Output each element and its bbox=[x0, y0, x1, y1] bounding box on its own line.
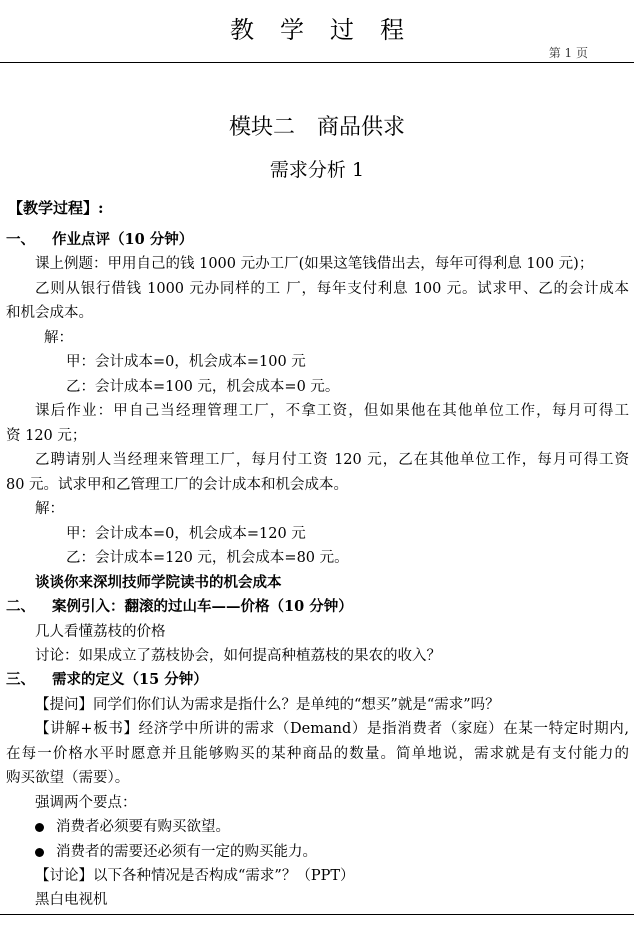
bullet-item bbox=[35, 840, 317, 865]
bullet-item bbox=[35, 815, 230, 840]
section-3-title: 需求的定义（15 分钟） bbox=[52, 671, 208, 688]
discussion-prompt: 【讨论】以下各种情况是否构成“需求”？（PPT） bbox=[35, 868, 355, 884]
page-number: 第 1 页 bbox=[548, 46, 588, 60]
opportunity-cost-topic: 谈谈你来深圳技师学院读书的机会成本 bbox=[35, 574, 282, 591]
homework-line-2: 资 120 元； bbox=[6, 428, 87, 444]
module-title: 模块二 商品供求 bbox=[228, 115, 405, 140]
answer-1-a: 甲：会计成本=0，机会成本=100 元 bbox=[66, 354, 306, 370]
example-1-line-1: 课上例题：甲用自己的钱 1000 元办工厂(如果这笔钱借出去，每年可得利息 100 元)； bbox=[35, 256, 594, 272]
homework-line-1: 课后作业：甲自己当经理管理工厂，不拿工资，但如果他在其他单位工作，每月可得工 bbox=[35, 403, 629, 419]
emphasis-heading: 强调两个要点： bbox=[35, 795, 137, 811]
header-title: 教学过程 bbox=[230, 16, 430, 44]
section-1-title: 作业点评（10 分钟） bbox=[52, 231, 194, 248]
lesson-subtitle: 需求分析 1 bbox=[269, 159, 365, 181]
bullet-icon bbox=[35, 823, 44, 832]
answer-1-b: 乙：会计成本=100 元，机会成本=0 元。 bbox=[66, 379, 340, 395]
section-2-title: 案例引入：翻滚的过山车——价格（10 分钟） bbox=[52, 598, 353, 615]
question-prompt: 【提问】同学们你们认为需求是指什么？是单纯的“想买”就是“需求”吗？ bbox=[35, 697, 500, 713]
answer-2-a: 甲：会计成本=0，机会成本=120 元 bbox=[66, 526, 306, 542]
homework-line-4: 80 元。试求甲和乙管理工厂的会计成本和机会成本。 bbox=[6, 477, 349, 493]
homework-line-3: 乙聘请别人当经理来管理工厂，每月付工资 120 元，乙在其他单位工作，每月可得工资 bbox=[35, 452, 629, 468]
section-2-number: 二、 bbox=[6, 598, 35, 615]
bullet-icon bbox=[35, 848, 44, 857]
example-1-line-2: 乙则从银行借钱 1000 元办同样的工 厂，每年支付利息 100 元。试求甲、乙的会计成本 bbox=[35, 281, 629, 297]
bullet-text: 消费者必须要有购买欲望。 bbox=[56, 819, 230, 835]
case-discussion: 讨论：如果成立了荔枝协会，如何提高种植荔枝的果农的收入？ bbox=[35, 648, 441, 664]
section-3-number: 三、 bbox=[6, 671, 35, 688]
explanation-line-1: 【讲解+板书】经济学中所讲的需求（Demand）是指消费者（家庭）在某一特定时期内, bbox=[35, 721, 629, 737]
footer-rule bbox=[0, 914, 634, 915]
bullet-text: 消费者的需要还必须有一定的购买能力。 bbox=[56, 844, 317, 860]
header-rule bbox=[0, 62, 634, 63]
answer-2-b: 乙：会计成本=120 元，机会成本=80 元。 bbox=[66, 550, 349, 566]
explanation-line-3: 购买欲望（需要）。 bbox=[6, 770, 130, 786]
example-1-line-3: 和机会成本。 bbox=[6, 305, 93, 321]
case-item: 黑白电视机 bbox=[35, 892, 108, 908]
solution-label-1: 解： bbox=[44, 330, 73, 346]
explanation-line-2: 在每一价格水平时愿意并且能够购买的某种商品的数量。简单地说，需求就是有支付能力的 bbox=[6, 746, 629, 762]
solution-label-2: 解： bbox=[35, 501, 64, 517]
section-heading: 【教学过程】: bbox=[8, 199, 104, 217]
case-line-1: 几人看懂荔枝的价格 bbox=[35, 624, 166, 640]
section-1-number: 一、 bbox=[6, 231, 35, 248]
